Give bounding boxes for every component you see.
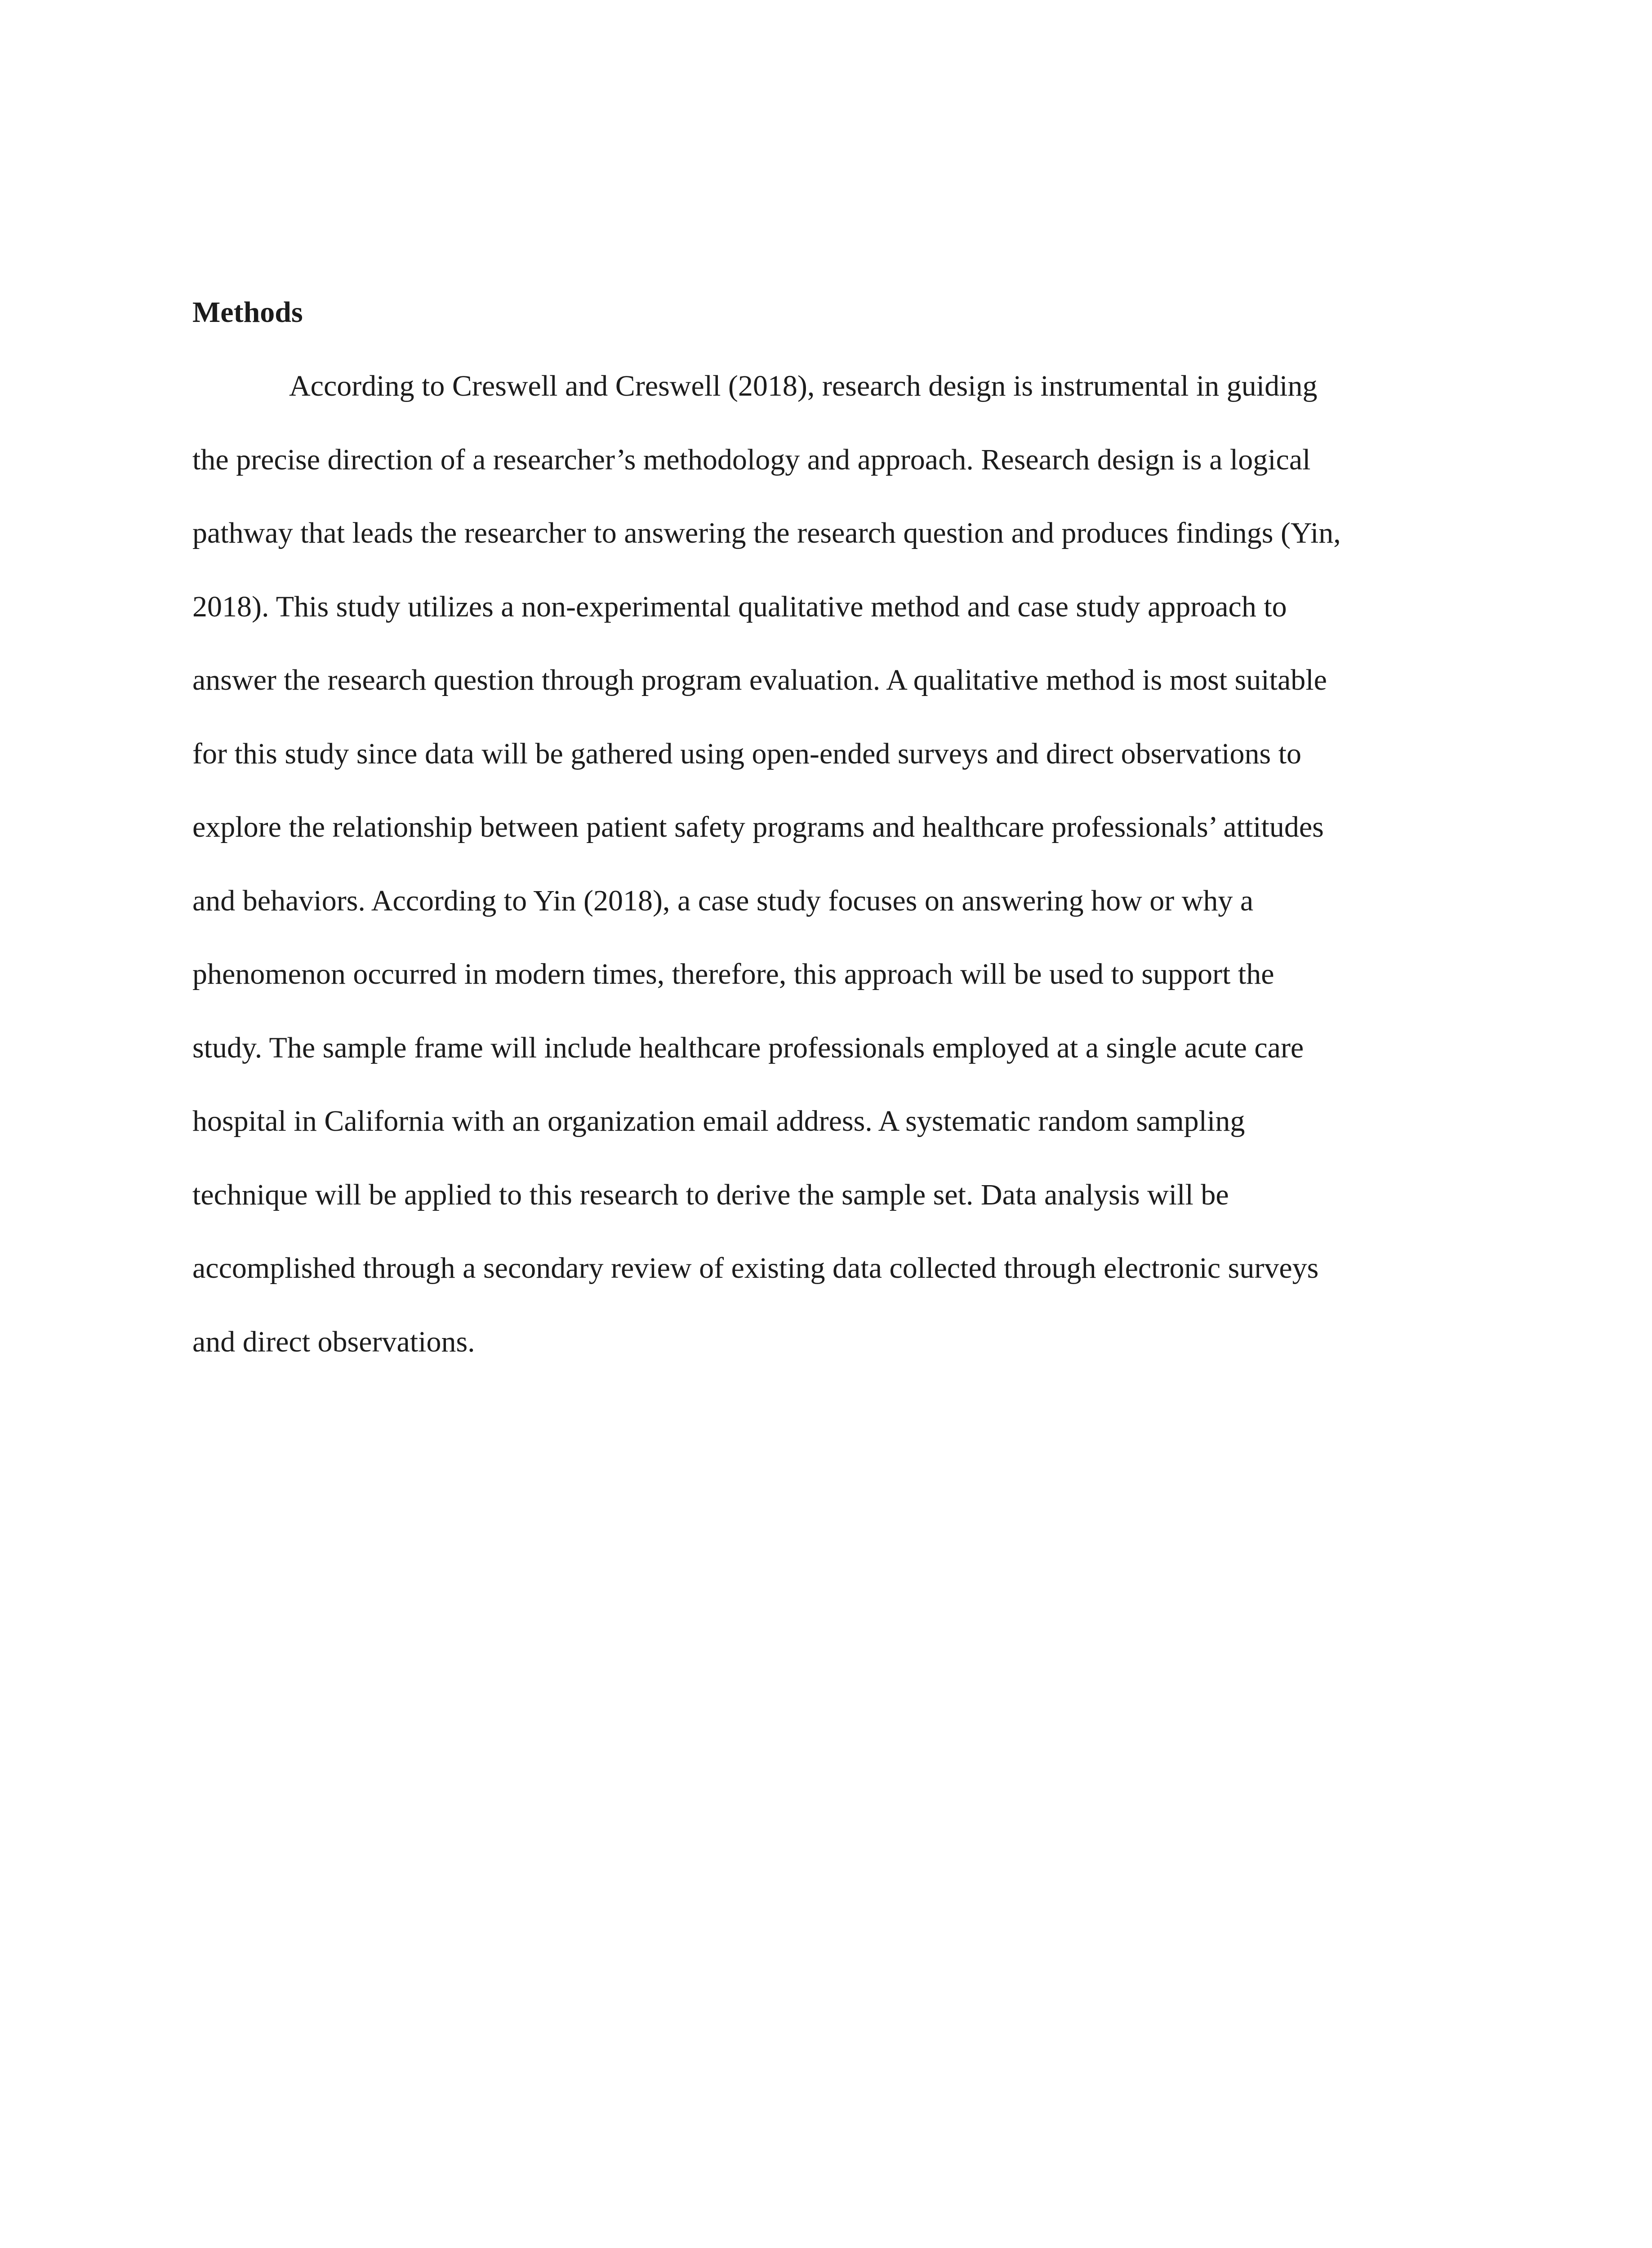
paragraph-line: and behaviors. According to Yin (2018), a case study focuses on answering how or why a xyxy=(192,884,1254,917)
paragraph-line: for this study since data will be gathered using open-ended surveys and direct observations to xyxy=(192,737,1302,770)
section-heading: Methods xyxy=(192,296,303,329)
paragraph-line: According to Creswell and Creswell (2018), research design is instrumental in guiding xyxy=(289,370,1318,402)
paragraph-line: pathway that leads the researcher to answering the research question and produces findings (Yin, xyxy=(192,517,1341,549)
paragraph-line: study. The sample frame will include healthcare professionals employed at a single acute care xyxy=(192,1031,1304,1064)
paragraph-line: accomplished through a secondary review of existing data collected through electronic surveys xyxy=(192,1252,1319,1285)
paragraph-line: phenomenon occurred in modern times, therefore, this approach will be used to support the xyxy=(192,958,1274,990)
paragraph-line: 2018). This study utilizes a non-experimental qualitative method and case study approach to xyxy=(192,590,1287,623)
paragraph-line: and direct observations. xyxy=(192,1325,475,1358)
paragraph-line: answer the research question through program evaluation. A qualitative method is most suitable xyxy=(192,664,1327,696)
paragraph-line: hospital in California with an organization email address. A systematic random sampling xyxy=(192,1105,1245,1137)
paragraph xyxy=(192,349,1460,1378)
paragraph-line: explore the relationship between patient safety programs and healthcare professionals’ attitudes xyxy=(192,811,1324,843)
paragraph-line: technique will be applied to this research to derive the sample set. Data analysis will be xyxy=(192,1178,1229,1211)
document-content xyxy=(192,292,1460,1378)
paragraph-line: the precise direction of a researcher’s methodology and approach. Research design is a logical xyxy=(192,443,1311,476)
